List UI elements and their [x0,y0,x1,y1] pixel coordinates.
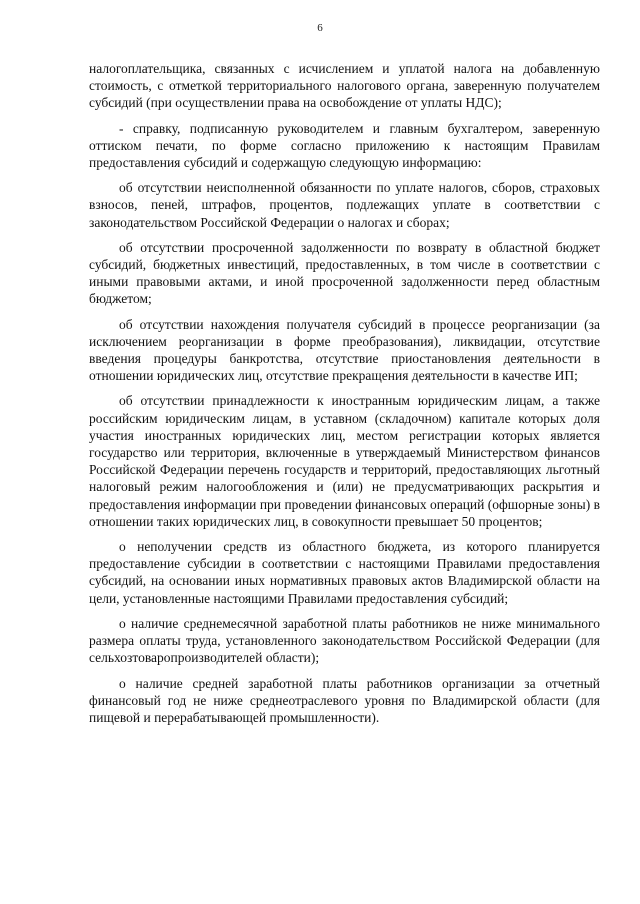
page-number: 6 [317,22,323,34]
paragraph-no-overdue-debt: об отсутствии просроченной задолженности по возврату в областной бюджет субсидий, бюджетных инвестиций, предоставленных, в том числе в соответствии с иными правовыми актами, и иной просроченной задолженности перед областным бюджетом; [89,239,600,307]
paragraph-average-wage: о наличие средней заработной платы работников организации за отчетный финансовый год не ниже среднеотраслевого уровня по Владимирской области (для пищевой и перерабатывающей промышленности). [89,675,600,725]
paragraph-no-foreign-ownership: об отсутствии принадлежности к иностранным юридическим лицам, а также российским юридическим лицам, в уставном (складочном) капитале которых доля участия иностранных юридических лиц, местом регистрации которых является государство или территория, включенные в утверждаемый Министерством финансов Российской Федерации перечень государств и территорий, предоставляющих льготный налоговый режим налогообложения и (или) не предусматривающих раскрытия и предоставления информации при проведении финансовых операций (офшорные зоны) в отношении таких юридических лиц, в совокупности превышает 50 процентов; [89,393,600,529]
paragraph-no-reorganization: об отсутствии нахождения получателя субсидий в процессе реорганизации (за исключением реорганизации в форме преобразования), ликвидации, отсутствие введения процедуры банкротства, отсутствие приостановления деятельности в отношении юридических лиц, отсутствие прекращения деятельности в качестве ИП; [89,316,600,384]
paragraph-continuation: налогоплательщика, связанных с исчислением и уплатой налога на добавленную стоимость, с отметкой территориального налогового органа, заверенную получателем субсидий (при осуществлении права на освобождение от уплаты НДС); [89,61,600,111]
paragraph-certificate: - справку, подписанную руководителем и главным бухгалтером, заверенную оттиском печати, по форме согласно приложению к настоящим Правилам предоставления субсидий и содержащую следующую информацию: [89,120,600,171]
paragraph-no-other-funds: о неполучении средств из областного бюджета, из которого планируется предоставление субсидии в соответствии с настоящими Правилами предоставления субсидий, на основании иных нормативных правовых актов Владимирской области на цели, установленные настоящими Правилами предоставления субсидий; [89,539,600,606]
paragraph-no-tax-debt: об отсутствии неисполненной обязанности по уплате налогов, сборов, страховых взносов, пеней, штрафов, процентов, подлежащих уплате в соответствии с законодательством Российской Федерации о налогах и сборах; [89,180,600,230]
paragraph-monthly-wage: о наличие среднемесячной заработной платы работников не ниже минимального размера оплаты труда, установленного законодательством Российской Федерации (для сельхозтоваропроизводителей области); [89,615,600,666]
document-body [89,60,600,734]
